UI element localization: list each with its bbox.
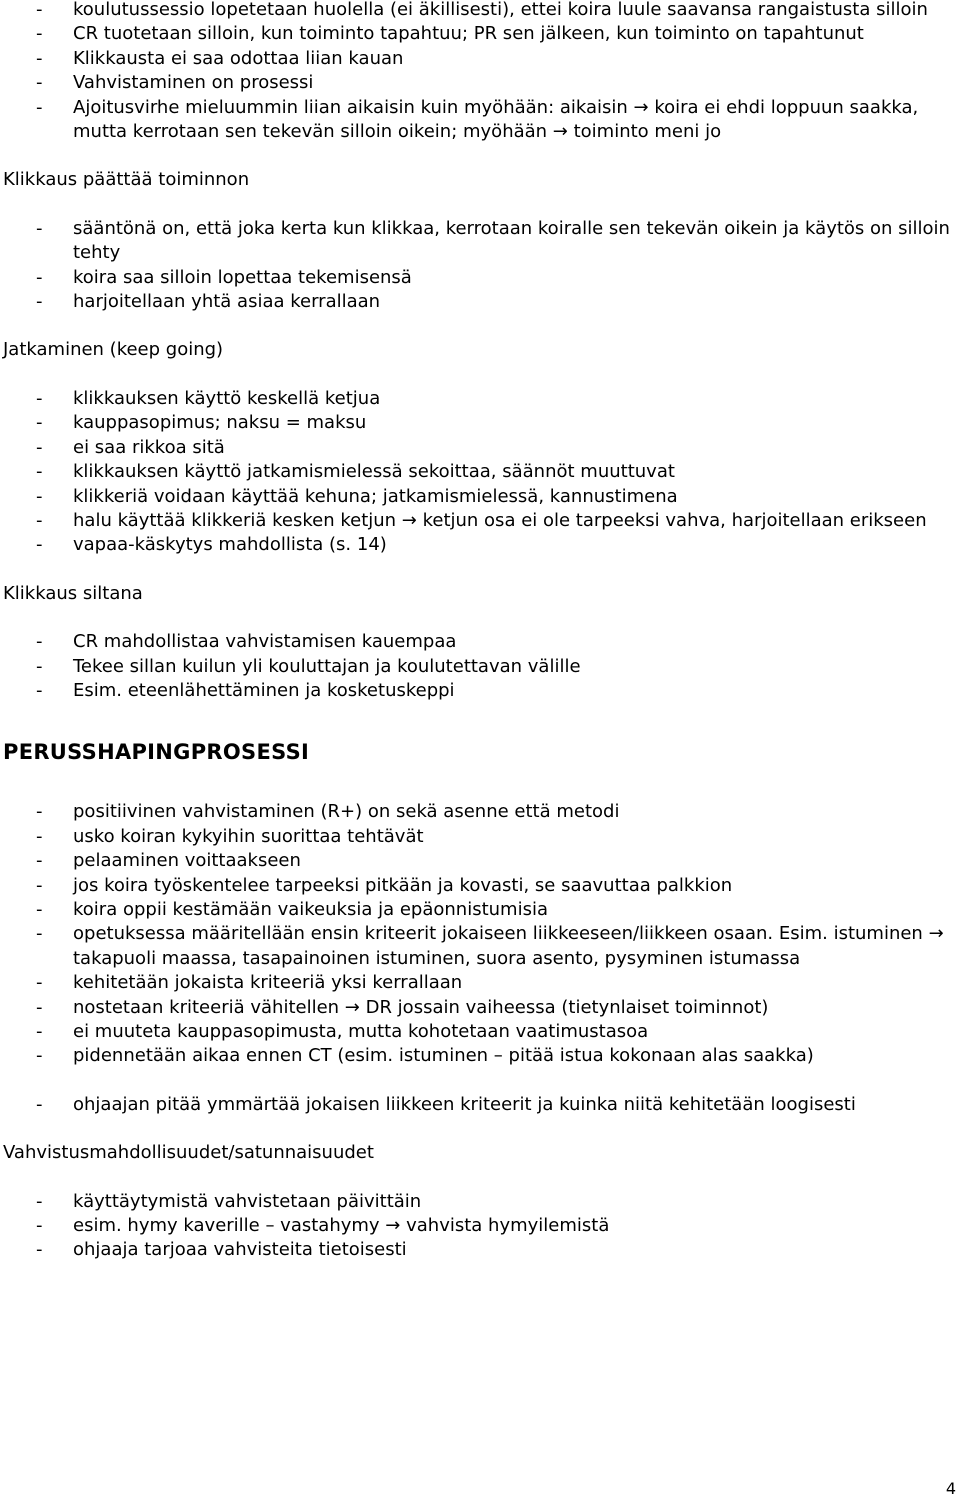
- dash-bullet: -: [36, 266, 43, 288]
- dash-bullet: -: [36, 631, 43, 653]
- dash-bullet: -: [36, 801, 43, 823]
- section-heading-vahvistusmahdollisuudet: Vahvistusmahdollisuudet/satunnaisuudet: [3, 1142, 374, 1164]
- list-item: - vapaa-käskytys mahdollista (s. 14): [0, 533, 960, 557]
- list-item: - Ajoitusvirhe mieluummin liian aikaisin kuin myöhään: aikaisin → koira ei ehdi loppuun saakka, mutta kerrotaan sen tekevän silloin oikein; myöhään → toiminto meni jo: [36, 96, 919, 143]
- bullet-list: [0, 630, 960, 703]
- bullet-list-continuation: [0, 0, 960, 144]
- dash-bullet: -: [36, 47, 43, 69]
- list-item: - ohjaajan pitää ymmärtää jokaisen liikkeen kriteerit ja kuinka niitä kehitetään loogisesti: [0, 1093, 960, 1117]
- dash-bullet: -: [36, 23, 43, 45]
- dash-bullet: -: [36, 509, 43, 531]
- list-item: - kehitetään jokaista kriteeriä yksi kerrallaan: [0, 971, 960, 995]
- dash-bullet: -: [36, 972, 43, 994]
- list-item: - halu käyttää klikkeriä kesken ketjun → ketjun osa ei ole tarpeeksi vahva, harjoitellaan erikseen: [0, 509, 960, 533]
- dash-bullet: -: [36, 655, 43, 677]
- list-item: - jos koira työskentelee tarpeeksi pitkään ja kovasti, se saavuttaa palkkion: [0, 874, 960, 898]
- list-item: - usko koiran kykyihin suorittaa tehtävät: [0, 825, 960, 849]
- list-item: - ei saa rikkoa sitä: [0, 436, 960, 460]
- list-item: - ohjaaja tarjoaa vahvisteita tietoisesti: [0, 1238, 960, 1262]
- dash-bullet: -: [36, 1021, 43, 1042]
- dash-bullet: -: [36, 217, 43, 239]
- list-item: - CR tuotetaan silloin, kun toiminto tapahtuu; PR sen jälkeen, kun toiminto on tapahtunut: [0, 22, 960, 46]
- dash-bullet: -: [36, 874, 43, 896]
- list-item: - esim. hymy kaverille – vastahymy → vahvista hymyilemistä: [0, 1214, 960, 1238]
- list-item: - Tekee sillan kuilun yli kouluttajan ja koulutettavan välille: [0, 655, 960, 679]
- list-item: - nostetaan kriteeriä vähitellen → DR jossain vaiheessa (tietynlaiset toiminnot): [0, 996, 960, 1020]
- list-item: - klikkauksen käyttö jatkamismielessä sekoittaa, säännöt muuttuvat: [0, 460, 960, 484]
- dash-bullet: -: [36, 850, 43, 872]
- bullet-list: [0, 387, 960, 558]
- section-heading-jatkaminen: Jatkaminen (keep going): [3, 339, 224, 361]
- section-heading-klikkaus-siltana: Klikkaus siltana: [3, 582, 143, 604]
- section-heading-klikkaus-paattaa: Klikkaus päättää toiminnon: [3, 169, 250, 191]
- list-item: - CR mahdollistaa vahvistamisen kauempaa: [0, 630, 960, 654]
- list-item: - Vahvistaminen on prosessi: [0, 71, 960, 95]
- dash-bullet: -: [36, 898, 43, 920]
- dash-bullet: -: [36, 0, 43, 20]
- list-item: - koira oppii kestämään vaikeuksia ja epäonnistumisia: [0, 898, 960, 922]
- list-item: - Klikkausta ei saa odottaa liian kauan: [0, 47, 960, 71]
- dash-bullet: -: [36, 1215, 43, 1237]
- dash-bullet: -: [36, 825, 43, 847]
- list-item: - harjoitellaan yhtä asiaa kerrallaan: [0, 290, 960, 314]
- bullet-list-extra: [0, 1093, 960, 1117]
- list-item: - käyttäytymistä vahvistetaan päivittäin: [0, 1190, 960, 1214]
- dash-bullet: -: [36, 436, 43, 458]
- list-item: - sääntönä on, että joka kerta kun klikkaa, kerrotaan koiralle sen tekevän oikein ja käytös on silloin tehty: [36, 217, 950, 264]
- bullet-list: [0, 1190, 960, 1263]
- dash-bullet: -: [36, 412, 43, 434]
- page-number: 4: [945, 1479, 956, 1498]
- list-item: - positiivinen vahvistaminen (R+) on sekä asenne että metodi: [0, 800, 960, 824]
- dash-bullet: -: [36, 291, 43, 313]
- bullet-list-main: [0, 800, 960, 1068]
- dash-bullet: -: [36, 1190, 43, 1212]
- dash-bullet: -: [36, 923, 43, 945]
- dash-bullet: -: [36, 1239, 43, 1261]
- dash-bullet: -: [36, 1045, 43, 1067]
- dash-bullet: -: [36, 679, 43, 701]
- list-item: - koulutussessio lopetetaan huolella (ei äkillisesti), ettei koira luule saavansa rangaistusta silloin: [0, 0, 960, 22]
- list-item: - klikkauksen käyttö keskellä ketjua: [0, 387, 960, 411]
- bullet-list: [0, 217, 960, 315]
- dash-bullet: -: [36, 72, 43, 94]
- list-item: - pelaaminen voittaakseen: [0, 849, 960, 873]
- list-item: - Esim. eteenlähettäminen ja kosketuskeppi: [0, 679, 960, 703]
- list-item: - pidennetään aikaa ennen CT (esim. istuminen – pitää istua kokonaan alas saakka): [0, 1044, 960, 1068]
- list-item: - kauppasopimus; naksu = maksu: [0, 411, 960, 435]
- dash-bullet: -: [36, 996, 43, 1018]
- dash-bullet: -: [36, 534, 43, 556]
- list-item: - ei muuteta kauppasopimusta, mutta kohotetaan vaatimustasoa: [0, 1020, 960, 1044]
- dash-bullet: -: [36, 96, 43, 118]
- list-item: - opetuksessa määritellään ensin kriteerit jokaiseen liikkeeseen/liikkeen osaan. Esim. istuminen → takapuoli maassa, tasapainoinen istuminen, suora asento, pysyminen istumassa: [36, 923, 944, 969]
- list-item: - klikkeriä voidaan käyttää kehuna; jatkamismielessä, kannustimena: [0, 485, 960, 509]
- dash-bullet: -: [36, 387, 43, 409]
- dash-bullet: -: [36, 1093, 43, 1115]
- list-item: - koira saa silloin lopettaa tekemisensä: [0, 266, 960, 290]
- dash-bullet: -: [36, 461, 43, 483]
- dash-bullet: -: [36, 485, 43, 507]
- main-heading: PERUSSHAPINGPROSESSI: [3, 740, 310, 765]
